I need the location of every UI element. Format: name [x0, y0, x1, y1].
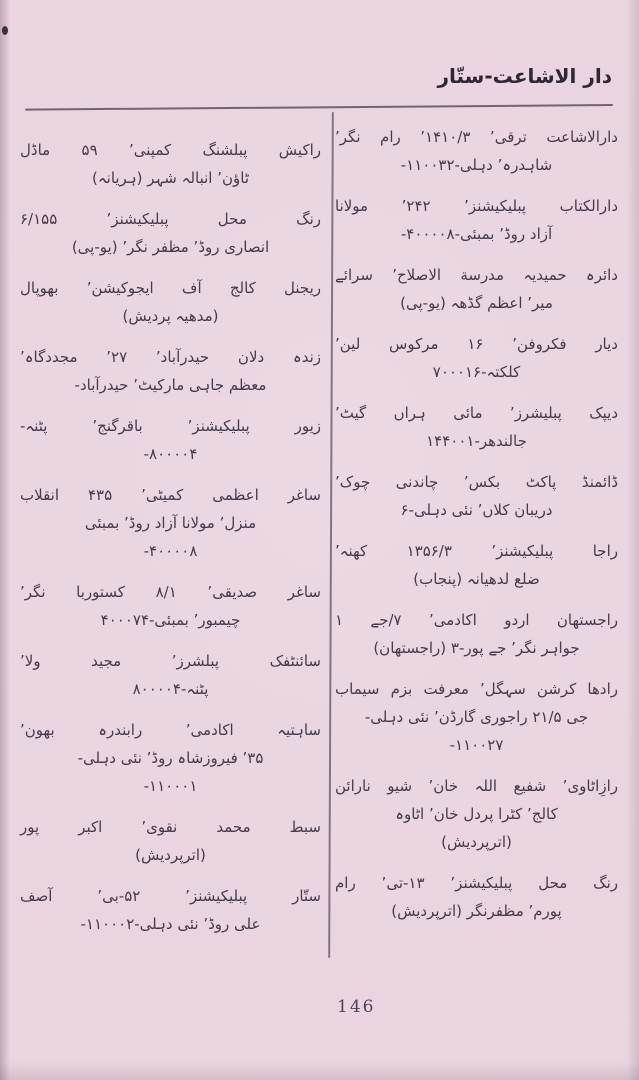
entry-continuation-line: ۱۱۰۰۲۷- [449, 736, 504, 754]
entry-continuation-line: پورم’ مظفرنگر (اترپردیش) [391, 902, 562, 920]
entry-continuation-line: کلکتہ-۷۰۰۰۱۶ [432, 363, 521, 381]
directory-entry [335, 123, 618, 179]
entry-continuation-line: جواہر نگر’ جے پور-۳ (راجستھان) [373, 639, 580, 657]
entry-first-line: دارالاشاعت ترقی’ ۱۴۱۰/۳’ رام نگر’ [335, 128, 618, 146]
entry-first-line: راجستھان اردو اکادمی’ ۷/جے ۱ [335, 611, 618, 629]
entry-continuation-line: ۸۰۰۰۰۴- [143, 445, 198, 463]
entry-first-line: ساہتیہ اکادمی’ رابندرہ بھون’ [20, 721, 321, 739]
directory-entry [20, 274, 321, 330]
entry-continuation-line: آزاد روڈ’ بمبئی-۴۰۰۰۰۸- [400, 225, 553, 243]
entry-continuation-line: ۱۱۰۰۰۱- [143, 777, 198, 795]
entry-first-line: رادھا کرشن سہگل’ معرفت بزم سیماب [335, 680, 618, 698]
entry-continuation-line: پٹنہ-۸۰۰۰۰۴ [132, 680, 209, 698]
directory-entry [20, 813, 321, 869]
entry-continuation-line: منزل’ مولانا آزاد روڈ’ بمبئی [84, 514, 257, 532]
directory-entry [20, 205, 321, 261]
directory-entry [335, 606, 618, 662]
entry-continuation-line: چیمبور’ بمبئی-۴۰۰۰۷۴ [100, 611, 241, 629]
directory-column-right [335, 123, 618, 938]
directory-entry [20, 716, 321, 800]
entry-first-line: ساغر صدیقی’ ۸/۱ کستوربا نگر’ [20, 583, 321, 601]
directory-entry [20, 136, 321, 192]
entry-first-line: ساغر اعظمی کمیٹی’ ۴۳۵ انقلاب [20, 486, 321, 504]
entry-continuation-line: شاہدرہ’ دہلی-۱۱۰۰۳۲- [400, 156, 553, 174]
directory-entry [335, 399, 618, 455]
entry-continuation-line: جی ۲۱/۵ راجوری گارڈن’ نئی دہلی- [364, 708, 589, 726]
entry-continuation-line: (مدھیہ پردیش) [122, 307, 219, 325]
directory-entry [335, 772, 618, 856]
column-divider-line [328, 112, 334, 958]
entry-continuation-line: انصاری روڈ’ مظفر نگر’ (یو-پی) [71, 238, 270, 256]
directory-entry [20, 481, 321, 565]
entry-continuation-line: ضلع لدھیانہ (پنجاب) [413, 570, 540, 588]
directory-entry [20, 578, 321, 634]
directory-entry [20, 412, 321, 468]
entry-first-line: راجا پبلیکیشنز’ ۱۳۵۶/۳ کھنہ’ [335, 542, 618, 560]
entry-first-line: دائرہ حمیدیہ مدرسة الاصلاح’ سرائے [335, 266, 618, 284]
entry-continuation-line: (اترپردیش) [441, 833, 512, 851]
entry-first-line: سائنٹفک پبلشرز’ مجید ولا’ [20, 652, 321, 670]
entry-first-line: ستّار پبلیکیشنز’ ۵۲-بی’ آصف [20, 887, 321, 905]
entry-first-line: سبط محمد نقوی’ اکبر پور [20, 818, 321, 836]
entry-continuation-line: کالج’ کٹرا پردل خان’ اٹاوہ [395, 805, 558, 823]
directory-entry [20, 647, 321, 703]
header-rule-line [25, 104, 613, 111]
entry-continuation-line: میر’ اعظم گڈھہ (یو-پی) [400, 294, 553, 312]
entry-first-line: راکیش پبلشنگ کمپنی’ ۵۹ ماڈل [20, 141, 321, 159]
directory-entry [20, 343, 321, 399]
directory-entry [335, 537, 618, 593]
entry-first-line: رازِاٹاوی’ شفیع اللہ خان’ شیو نارائن [335, 777, 618, 795]
entry-continuation-line: ۳۵’ فیروزشاہ روڈ’ نئی دہلی- [77, 749, 264, 767]
entry-first-line: ڈائمنڈ پاکٹ بکس’ چاندنی چوک’ [335, 473, 618, 491]
entry-first-line: زندہ دلان حیدرآباد’ ۲۷’ مجددگاہ’ [20, 348, 321, 366]
page-number: 146 [337, 997, 376, 1017]
entry-continuation-line: ۴۰۰۰۰۸- [143, 542, 198, 560]
entry-continuation-line: دریبان کلاں’ نئی دہلی-۶ [400, 501, 553, 519]
entry-continuation-line: ٹاؤن’ انبالہ شہر (ہریانہ) [92, 169, 249, 187]
entry-continuation-line: معظم جاہی مارکیٹ’ حیدرآباد- [74, 376, 267, 394]
directory-entry [335, 869, 618, 925]
entry-first-line: رنگ محل پبلیکیشنز’ ۶/۱۵۵ [20, 210, 321, 228]
entry-first-line: دیار فکروفن’ ۱۶ مرکوس لین’ [335, 335, 618, 353]
directory-entry [335, 261, 618, 317]
entry-first-line: دیپک پبلیشرز’ مائی ہراں گیٹ’ [335, 404, 618, 422]
entry-continuation-line: علی روڈ’ نئی دہلی-۱۱۰۰۰۲- [80, 915, 261, 933]
entry-continuation-line: (اترپردیش) [135, 846, 206, 864]
entry-continuation-line: جالندھر-۱۴۴۰۰۱ [426, 432, 527, 450]
directory-column-left [20, 136, 321, 951]
directory-entry [335, 675, 618, 759]
entry-first-line: ریجنل کالج آف ایجوکیشن’ بھوپال [20, 279, 321, 297]
entry-first-line: زیور پبلیکیشنز’ باقرگنج’ پٹنہ- [20, 417, 321, 435]
running-header-title: دار الاشاعت-ستّار [437, 64, 612, 88]
entry-first-line: رنگ محل پبلیکیشنز’ ۱۳-تی’ رام [335, 874, 618, 892]
directory-entry [20, 882, 321, 938]
directory-entry [335, 330, 618, 386]
scan-ink-speck [2, 26, 8, 35]
entry-first-line: دارالکتاب پبلیکیشنز’ ۲۴۲’ مولانا [335, 197, 618, 215]
directory-entry [335, 192, 618, 248]
directory-entry [335, 468, 618, 524]
